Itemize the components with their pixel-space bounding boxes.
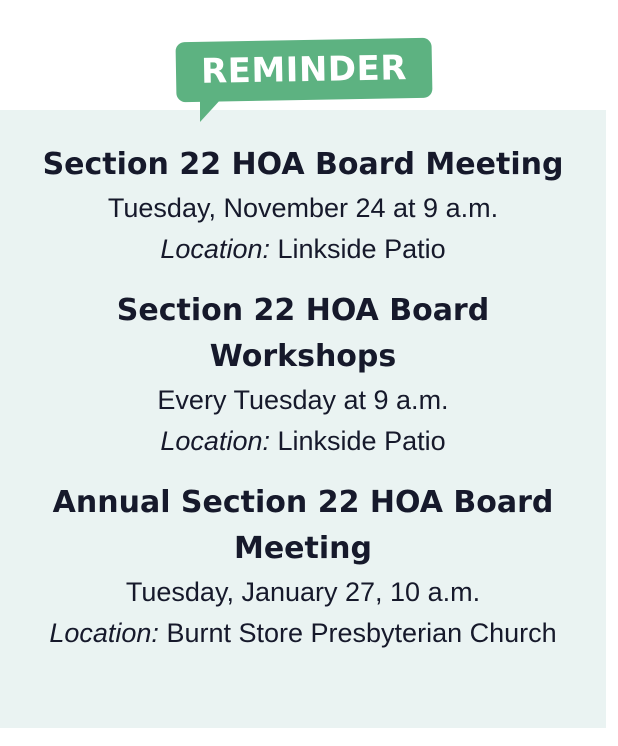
location-label: Location: <box>160 426 270 456</box>
reminder-badge-label: REMINDER <box>200 48 408 92</box>
event-location <box>0 421 606 462</box>
location-value: Burnt Store Presbyterian Church <box>166 618 557 648</box>
event-list <box>0 142 606 654</box>
event-title: Section 22 HOA Board Workshops <box>116 293 490 374</box>
event-date: Tuesday, January 27, 10 a.m. <box>125 577 481 607</box>
reminder-badge <box>175 38 432 102</box>
event-location <box>0 229 606 270</box>
event-title: Annual Section 22 HOA Board Meeting <box>52 485 554 566</box>
event-item <box>0 480 606 654</box>
location-label: Location: <box>49 618 159 648</box>
location-value: Linkside Patio <box>277 234 446 264</box>
event-item <box>0 142 606 270</box>
event-date: Tuesday, November 24 at 9 a.m. <box>107 193 499 223</box>
location-value: Linkside Patio <box>277 426 446 456</box>
event-date: Every Tuesday at 9 a.m. <box>157 385 449 415</box>
event-item <box>0 288 606 462</box>
event-title: Section 22 HOA Board Meeting <box>42 147 564 182</box>
location-label: Location: <box>160 234 270 264</box>
event-location <box>0 613 606 654</box>
